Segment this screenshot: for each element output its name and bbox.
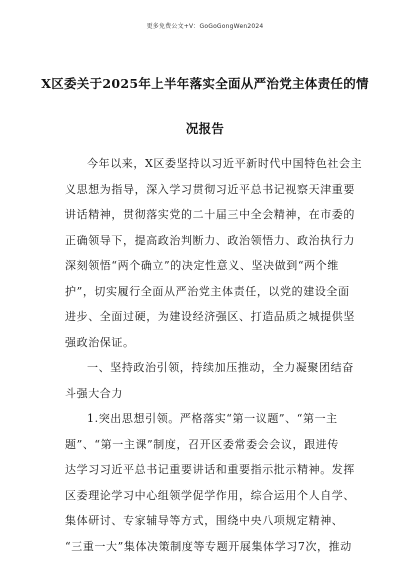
paragraph-line: 进步、全面过硬，为建设经济强区、打造品质之城提供坚 (65, 310, 355, 323)
paragraph-line: 1.突出思想引领。严格落实“第一议题”、“第一主 (87, 412, 338, 425)
section-heading-line: 斗强大合力 (65, 386, 123, 400)
paragraph-line: 义思想为指导，深入学习贯彻习近平总书记视察天津重要 (65, 182, 355, 196)
paragraph-line: 区委理论学习中心组领学促学作用，综合运用个人自学、 (65, 488, 355, 502)
paragraph-line: 护”，切实履行全面从严治党主体责任，以党的建设全面 (65, 284, 350, 298)
paragraph-line: 正确领导下，提高政治判断力、政治领悟力、政治执行力 (65, 233, 355, 247)
header-note: 更多免费公文+V：GoGoGongWen2024 (146, 23, 264, 30)
section-heading-line: 一、坚持政治引领，持续加压推动，全力凝聚团结奋 (87, 361, 354, 374)
paragraph-line: 强政治保证。 (65, 335, 135, 349)
paragraph-line: 达学习习近平总书记重要讲话和重要指示批示精神。发挥 (65, 463, 355, 476)
paragraph-line: 深刻领悟“两个确立”的决定性意义、坚决做到“两个维 (65, 259, 339, 272)
paragraph-line: 讲话精神，贯彻落实党的二十届三中全会精神，在市委的 (65, 208, 355, 221)
paragraph-line: “三重一大”集体决策制度等专题开展集体学习7次，推动 (65, 539, 352, 553)
document-title-line-1: X区委关于2025年上半年落实全面从严治党主体责任的情 (41, 76, 369, 91)
document-title-line-2: 况报告 (185, 121, 225, 136)
paragraph-line: 今年以来，X区委坚持以习近平新时代中国特色社会主 (87, 157, 363, 170)
paragraph-line: 集体研讨、专家辅导等方式，围绕中央八项规定精神、 (65, 514, 344, 527)
paragraph-line: 题”、“第一主课”制度，召开区委常委会会议，跟进传 (65, 437, 339, 451)
document-body (65, 147, 363, 559)
